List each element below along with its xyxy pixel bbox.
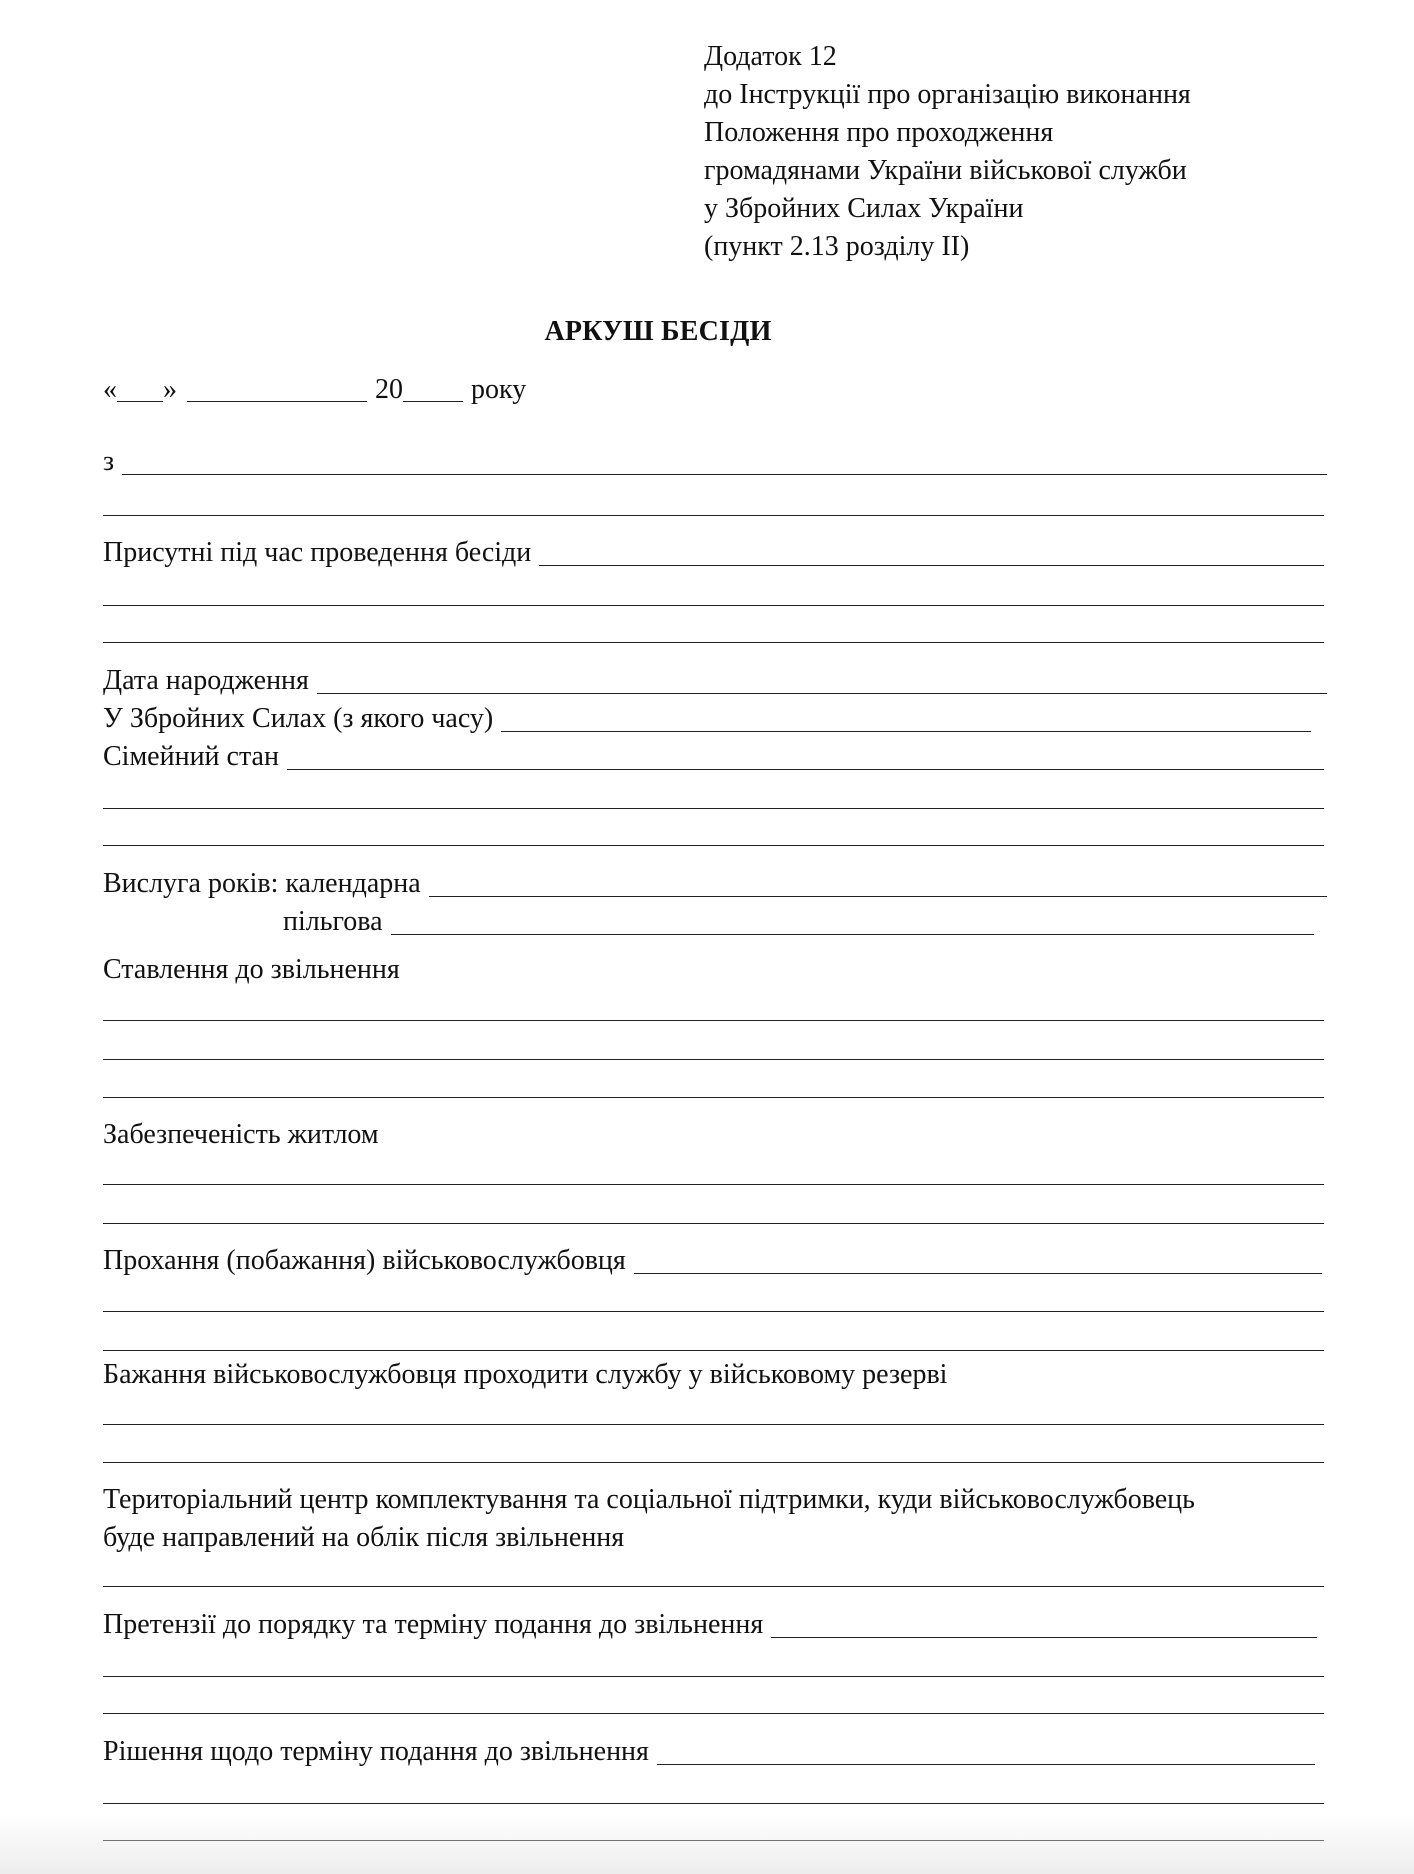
- armed-forces-label: У Збройних Силах (з якого часу): [103, 703, 494, 734]
- present-field: [103, 536, 1324, 570]
- claims-label: Претензії до порядку та терміну подання до звільнення: [103, 1609, 764, 1640]
- appendix-line: до Інструкції про організацію виконання: [704, 79, 1191, 110]
- with-blank[interactable]: [122, 474, 1327, 475]
- armed-forces-field: [103, 702, 1311, 736]
- housing-blank[interactable]: [103, 1184, 1324, 1185]
- birth-date-blank[interactable]: [317, 693, 1327, 694]
- request-blank[interactable]: [634, 1273, 1322, 1274]
- center-label-line2: буде направлений на облік після звільнення: [103, 1522, 625, 1553]
- claims-blank-extra[interactable]: [103, 1713, 1324, 1714]
- date-line: [103, 372, 526, 408]
- family-status-blank-extra[interactable]: [103, 845, 1324, 846]
- center-blank[interactable]: [103, 1586, 1324, 1587]
- armed-forces-blank[interactable]: [501, 731, 1311, 732]
- with-field: [103, 445, 1327, 479]
- service-calendar-blank[interactable]: [429, 896, 1327, 897]
- claims-field: [103, 1608, 1317, 1642]
- page-bottom-shade: [0, 1814, 1414, 1874]
- day-blank[interactable]: [117, 401, 163, 402]
- attitude-label: Ставлення до звільнення: [103, 954, 400, 985]
- reserve-blank[interactable]: [103, 1424, 1324, 1425]
- request-label: Прохання (побажання) військовослужбовця: [103, 1245, 626, 1276]
- decision-blank[interactable]: [657, 1764, 1315, 1765]
- present-blank-extra[interactable]: [103, 642, 1324, 643]
- family-status-field: [103, 740, 1324, 774]
- service-calendar-field: [103, 867, 1327, 901]
- center-label-line1: Територіальний центр комплектування та соціальної підтримки, куди військовослужбовець: [103, 1484, 1195, 1515]
- open-quote: «: [103, 374, 117, 405]
- request-blank-extra[interactable]: [103, 1350, 1324, 1351]
- attitude-blank[interactable]: [103, 1097, 1324, 1098]
- service-calendar-label: Вислуга років: календарна: [103, 868, 421, 899]
- present-blank[interactable]: [539, 565, 1324, 566]
- year-word: року: [471, 374, 527, 405]
- family-status-blank[interactable]: [287, 769, 1324, 770]
- housing-blank[interactable]: [103, 1223, 1324, 1224]
- with-blank-extra[interactable]: [103, 515, 1324, 516]
- birth-date-label: Дата народження: [103, 665, 309, 696]
- appendix-line: у Збройних Силах України: [704, 193, 1024, 224]
- attitude-blank[interactable]: [103, 1059, 1324, 1060]
- present-label: Присутні під час проведення бесіди: [103, 537, 532, 568]
- family-status-label: Сімейний стан: [103, 741, 279, 772]
- appendix-line: Положення про проходження: [704, 117, 1054, 148]
- appendix-line: громадянами України військової служби: [704, 155, 1187, 186]
- century-text: 20: [375, 374, 403, 405]
- request-field: [103, 1244, 1322, 1278]
- service-preferential-blank[interactable]: [391, 934, 1314, 935]
- appendix-line: (пункт 2.13 розділу ІІ): [704, 231, 970, 262]
- reserve-blank[interactable]: [103, 1462, 1324, 1463]
- claims-blank-extra[interactable]: [103, 1676, 1324, 1677]
- appendix-line: Додаток 12: [704, 41, 837, 72]
- reserve-label: Бажання військовослужбовця проходити службу у військовому резерві: [103, 1359, 948, 1390]
- form-title: АРКУШ БЕСІДИ: [544, 316, 772, 347]
- month-blank[interactable]: [187, 401, 367, 402]
- request-blank-extra[interactable]: [103, 1311, 1324, 1312]
- service-preferential-field: [283, 905, 1314, 939]
- attitude-blank[interactable]: [103, 1020, 1324, 1021]
- housing-label: Забезпеченість житлом: [103, 1119, 379, 1150]
- claims-blank[interactable]: [771, 1637, 1317, 1638]
- family-status-blank-extra[interactable]: [103, 808, 1324, 809]
- close-quote: »: [163, 374, 177, 405]
- decision-label: Рішення щодо терміну подання до звільнення: [103, 1736, 649, 1767]
- decision-blank-extra[interactable]: [103, 1803, 1324, 1804]
- present-blank-extra[interactable]: [103, 605, 1324, 606]
- decision-field: [103, 1735, 1315, 1769]
- service-preferential-label: пільгова: [283, 906, 383, 937]
- birth-date-field: [103, 664, 1327, 698]
- appendix-block: [704, 38, 1191, 266]
- year-blank[interactable]: [403, 401, 463, 402]
- with-label: з: [103, 446, 115, 477]
